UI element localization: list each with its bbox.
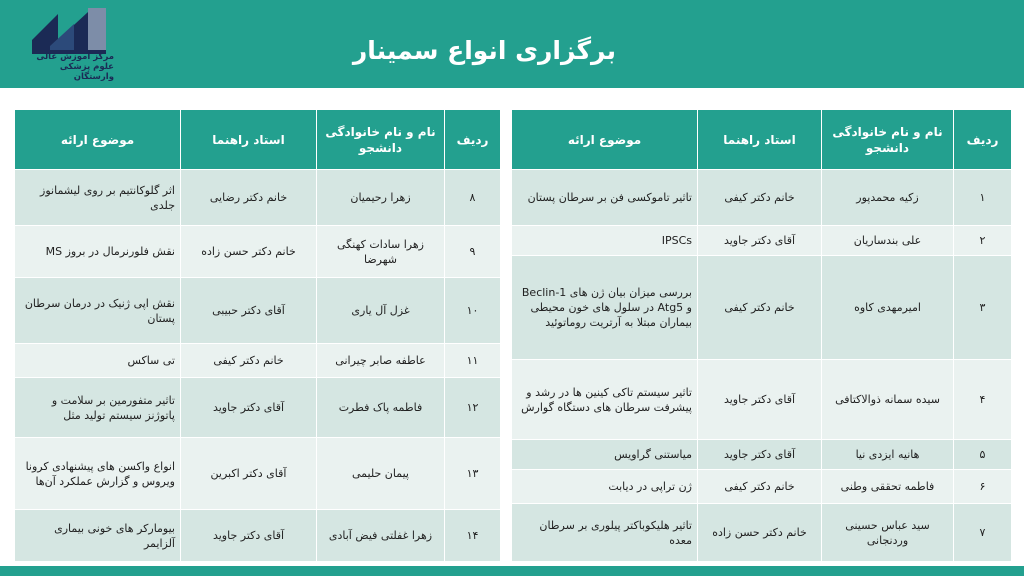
- cell-topic: نقش فلورنرمال در بروز MS: [15, 226, 181, 278]
- cell-student: زهرا رحیمیان: [317, 170, 445, 226]
- table-row: [15, 510, 501, 562]
- cell-advisor: خانم دکتر حسن زاده: [698, 504, 822, 562]
- table-row: [15, 278, 501, 344]
- column-header-student: نام و نام خانوادگی دانشجو: [822, 110, 954, 170]
- cell-topic: ژن تراپی در دیابت: [512, 470, 698, 504]
- cell-advisor: خانم دکتر کیفی: [698, 170, 822, 226]
- cell-num: ۶: [954, 470, 1012, 504]
- cell-num: ۳: [954, 256, 1012, 360]
- logo-caption-line-1: مرکز آموزش عالی: [36, 52, 114, 62]
- page-title: برگزاری انواع سمینار: [352, 36, 616, 65]
- cell-num: ۲: [954, 226, 1012, 256]
- cell-num: ۱۴: [445, 510, 501, 562]
- cell-num: ۱۲: [445, 378, 501, 438]
- cell-advisor: آقای دکتر جاوید: [181, 510, 317, 562]
- seminar-table-left: [14, 109, 501, 562]
- cell-student: سیده سمانه ذوالاکتافی: [822, 360, 954, 440]
- cell-student: غزل آل یاری: [317, 278, 445, 344]
- cell-topic: انواع واکسن های پیشنهادی کرونا ویروس و گزارش عملکرد آن‌ها: [15, 438, 181, 510]
- cell-num: ۱۱: [445, 344, 501, 378]
- column-header-advisor: استاد راهنما: [181, 110, 317, 170]
- cell-topic: تاثیر تاموکسی فن بر سرطان پستان: [512, 170, 698, 226]
- table-header-row: [15, 110, 501, 170]
- cell-topic: تاثیر متفورمین بر سلامت و پاتوژنز سیستم تولید مثل: [15, 378, 181, 438]
- cell-student: فاطمه پاک فطرت: [317, 378, 445, 438]
- cell-topic: میاستنی گراویس: [512, 440, 698, 470]
- table-row: [512, 226, 1012, 256]
- cell-student: پیمان حلیمی: [317, 438, 445, 510]
- cell-advisor: خانم دکتر رضایی: [181, 170, 317, 226]
- column-header-topic: موضوع ارائه: [512, 110, 698, 170]
- table-row: [512, 440, 1012, 470]
- footer-bar: [0, 566, 1024, 576]
- cell-num: ۱: [954, 170, 1012, 226]
- cell-advisor: آقای دکتر جاوید: [698, 226, 822, 256]
- table-row: [512, 170, 1012, 226]
- table-row: [15, 170, 501, 226]
- table-row: [512, 470, 1012, 504]
- cell-num: ۷: [954, 504, 1012, 562]
- table-row: [15, 378, 501, 438]
- cell-advisor: خانم دکتر کیفی: [698, 256, 822, 360]
- table-header-row: [512, 110, 1012, 170]
- cell-topic: بیومارکر های خونی بیماری آلزایمر: [15, 510, 181, 562]
- cell-advisor: آقای دکتر جاوید: [181, 378, 317, 438]
- cell-topic: IPSCs: [512, 226, 698, 256]
- table-row: [512, 360, 1012, 440]
- cell-num: ۴: [954, 360, 1012, 440]
- cell-advisor: خانم دکتر کیفی: [181, 344, 317, 378]
- column-header-row: ردیف: [445, 110, 501, 170]
- cell-student: امیرمهدی کاوه: [822, 256, 954, 360]
- cell-topic: نقش اپی ژنیک در درمان سرطان پستان: [15, 278, 181, 344]
- cell-num: ۸: [445, 170, 501, 226]
- cell-num: ۵: [954, 440, 1012, 470]
- cell-student: هانیه ایزدی نیا: [822, 440, 954, 470]
- cell-num: ۱۳: [445, 438, 501, 510]
- cell-topic: اثر گلوکانتیم بر روی لیشمانوز جلدی: [15, 170, 181, 226]
- logo-caption-line-3: وارستگان: [73, 72, 114, 82]
- cell-topic: تاثیر هلیکوباکتر پیلوری بر سرطان معده: [512, 504, 698, 562]
- cell-advisor: آقای دکتر جاوید: [698, 440, 822, 470]
- cell-advisor: خانم دکتر حسن زاده: [181, 226, 317, 278]
- cell-student: عاطفه صابر چیرانی: [317, 344, 445, 378]
- cell-student: زهرا غفلتی فیض آبادی: [317, 510, 445, 562]
- header-bar: [0, 0, 1024, 90]
- table-row: [15, 226, 501, 278]
- column-header-topic: موضوع ارائه: [15, 110, 181, 170]
- cell-num: ۱۰: [445, 278, 501, 344]
- cell-advisor: خانم دکتر کیفی: [698, 470, 822, 504]
- table-row: [15, 344, 501, 378]
- cell-student: زکیه محمدپور: [822, 170, 954, 226]
- cell-advisor: آقای دکتر جاوید: [698, 360, 822, 440]
- cell-topic: بررسی میزان بیان ژن های Beclin-1 و Atg5 در سلول های خون محیطی بیماران مبتلا به آرتریت روماتوئید: [512, 256, 698, 360]
- header-divider: [0, 88, 1024, 91]
- cell-topic: تاثیر سیستم تاکی کینین ها در رشد و پیشرفت سرطان های دستگاه گوارش: [512, 360, 698, 440]
- logo-caption-line-2: علوم پزشکی: [59, 62, 114, 72]
- column-header-student: نام و نام خانوادگی دانشجو: [317, 110, 445, 170]
- cell-num: ۹: [445, 226, 501, 278]
- cell-advisor: آقای دکتر اکبرین: [181, 438, 317, 510]
- cell-student: فاطمه تحققی وطنی: [822, 470, 954, 504]
- cell-student: سید عباس حسینی وردنجانی: [822, 504, 954, 562]
- column-header-advisor: استاد راهنما: [698, 110, 822, 170]
- seminar-table-right: [511, 109, 1012, 562]
- table-row: [15, 438, 501, 510]
- logo-caption: [28, 52, 114, 82]
- cell-student: زهرا سادات کهنگی شهرضا: [317, 226, 445, 278]
- table-row: [512, 256, 1012, 360]
- column-header-row: ردیف: [954, 110, 1012, 170]
- cell-student: علی بندساریان: [822, 226, 954, 256]
- cell-advisor: آقای دکتر حبیبی: [181, 278, 317, 344]
- cell-topic: تی ساکس: [15, 344, 181, 378]
- table-row: [512, 504, 1012, 562]
